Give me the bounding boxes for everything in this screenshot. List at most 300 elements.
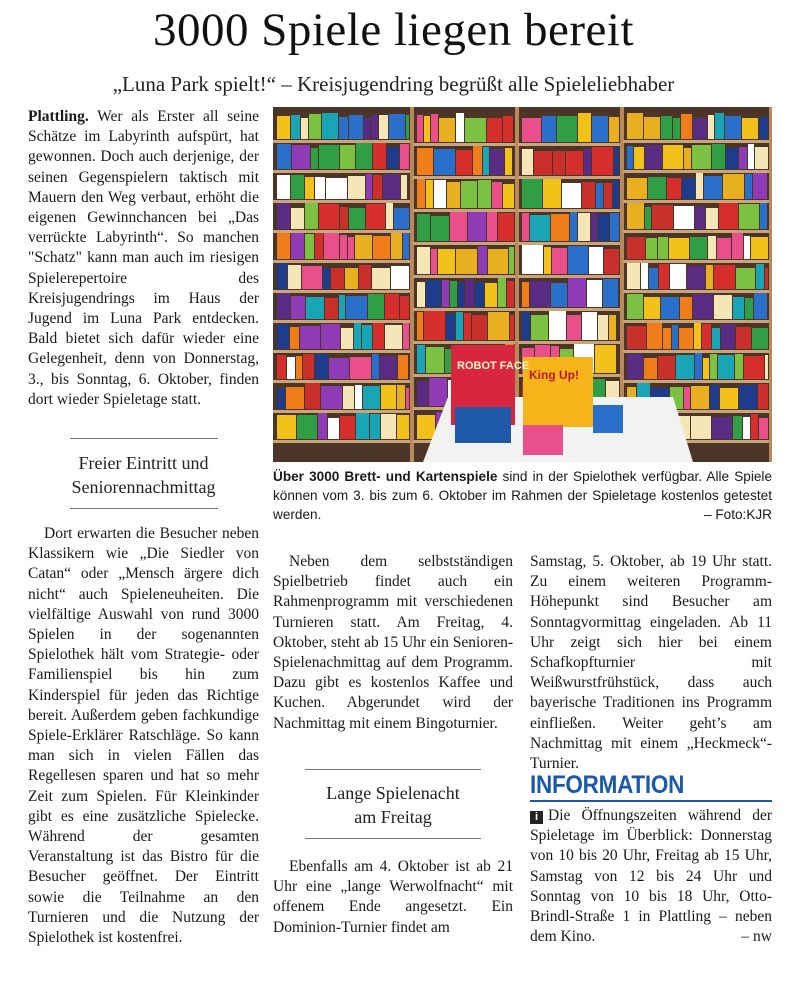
game-box [465,279,474,307]
game-box [400,144,409,169]
game-box [609,117,619,142]
game-box [431,249,437,274]
game-box [370,414,380,439]
game-box [391,266,409,289]
game-box [273,380,413,383]
game-box [319,145,339,169]
game-box [277,388,285,409]
game-box [417,282,425,307]
game-box [567,315,581,340]
game-box [641,263,648,289]
game-box [717,238,731,259]
game-box [291,208,304,229]
game-box [478,180,491,208]
game-box [552,248,567,274]
info-divider [530,800,772,802]
game-box [708,115,714,139]
author-signature: – nw [741,928,772,946]
game-box [669,238,689,259]
game-box [439,118,455,142]
game-box [598,315,608,340]
game-box [397,385,405,409]
game-box [644,117,660,139]
game-box [627,146,633,169]
game-box [568,278,586,307]
game-box [273,350,413,353]
game-box [315,354,328,379]
divider [70,508,218,509]
game-box [406,388,409,409]
game-box [649,268,658,289]
game-box [379,115,388,139]
game-box [273,320,413,323]
game-box [627,237,645,259]
game-box [682,178,695,199]
game-box [739,147,747,169]
game-box [366,174,372,199]
game-box [322,113,338,139]
game-box [372,268,390,289]
game-box [465,118,486,142]
game-box [391,233,402,259]
game-box [442,280,449,307]
game-box [751,237,768,259]
game-box [413,209,518,212]
game-box [507,281,514,307]
game-box [708,236,716,259]
game-box [434,149,455,175]
game-box [691,416,711,439]
info-icon: i [530,811,543,824]
game-box [503,116,513,142]
game-box [531,315,548,340]
game-box [447,182,460,208]
game-box [286,387,304,409]
game-shelves-photo [273,107,772,462]
game-box [518,143,623,146]
game-box [592,116,608,142]
section1-title: Freier Eintritt und Seniorennachmittag [71,453,216,497]
divider [305,838,481,839]
game-box [748,144,754,169]
game-box [403,233,409,259]
game-box [424,116,430,142]
game-box [362,325,372,349]
game-box [359,265,371,289]
game-box [417,148,433,175]
game-box [623,230,772,233]
game-box [623,140,772,143]
game-box [450,212,467,241]
photo-credit: – Foto:KJR [704,507,772,522]
game-box [277,263,287,289]
game-box [623,380,772,383]
game-box [296,356,302,379]
game-box [610,213,619,241]
game-box [326,178,347,199]
game-box [366,204,385,229]
game-box [645,145,662,169]
game-box [468,212,486,241]
game-box [672,325,678,349]
info-title: INFORMATION [530,771,685,799]
game-box [756,264,764,289]
game-box [397,415,409,439]
game-box [725,116,741,139]
game-box [712,328,720,349]
game-box [634,147,644,169]
game-box [373,323,384,349]
game-box [593,405,623,433]
game-box [319,204,339,229]
game-box [718,355,734,379]
game-box [645,207,651,229]
game-box [562,183,581,208]
game-box [684,148,691,169]
game-box [492,182,502,208]
game-box [340,207,348,229]
game-box [566,151,583,175]
game-box [368,294,384,319]
game-box [417,179,425,208]
divider [305,769,481,770]
game-box [305,383,320,409]
game-box [670,264,686,289]
game-box [288,265,301,289]
game-box [518,242,623,245]
game-box [403,323,409,349]
game-box [714,295,732,319]
game-box [400,296,409,319]
game-box [385,294,399,319]
game-box [658,356,675,379]
game-box [417,345,425,373]
game-box [277,233,290,259]
game-box [704,176,722,199]
game-box [273,230,413,233]
game-box [694,323,701,349]
game-box [644,297,660,319]
dateline: Plattling. [28,108,89,125]
game-box [387,147,399,169]
game-box [744,236,750,259]
caption-text: sind in der Spielothek verfügbar. Alle Spiele können vom 3. bis zum 6. Oktober im Rahmen der Spieletage kostenlos getestet werden. [273,469,773,522]
game-box [364,118,370,139]
game-box [769,107,772,462]
game-box [663,145,683,169]
game-box [743,417,750,439]
game-box [413,242,518,245]
game-box [543,179,561,208]
game-box [534,151,552,175]
game-box [714,265,735,289]
game-box [277,293,290,319]
headline: 3000 Spiele liegen bereit [152,4,635,56]
game-box [356,413,369,439]
game-box [557,116,577,142]
game-box [426,280,441,307]
box-label: King Up! [529,368,579,382]
game-box [424,311,445,340]
game-box [473,146,482,175]
game-box [305,203,318,229]
game-box [438,249,455,274]
game-box [290,327,299,349]
game-box [522,179,542,208]
game-box [522,149,533,175]
game-box [733,416,742,439]
game-box [647,323,662,349]
column2-paragraph: Neben dem selbstständigen Spielbetrieb findet auch ein Rahmenprogramm mit verschiedenen Turnieren statt. Am Freitag, 4. Oktober, steht ab 15 Uhr ein Senioren-Spielenachmittag auf dem Programm. Dazu gibt es kostenlos Kaffee und Kuchen. Abgerundet wird der Nachmittag mit einem Bingoturnier. [273,553,514,732]
game-box [324,233,339,259]
shelves-illustration [273,107,772,462]
game-box [277,144,291,169]
game-box [346,296,367,319]
game-box [325,298,338,319]
game-box [273,290,413,293]
game-box [623,260,772,263]
game-box [518,308,623,311]
game-box [736,268,755,289]
game-box [277,415,296,439]
game-box [692,145,711,169]
game-box [498,278,506,307]
divider [70,438,218,439]
game-box [297,415,317,439]
game-box [273,200,413,203]
game-box [450,281,457,307]
game-box [339,117,348,139]
game-box [715,113,724,139]
game-box [389,114,405,139]
game-box [291,233,304,259]
game-box [434,180,446,208]
game-box [544,247,551,274]
game-box [340,145,355,169]
game-box [522,245,543,274]
game-box [413,308,518,311]
game-box [661,297,679,319]
game-box [339,295,345,319]
game-box [343,386,354,409]
game-box [455,407,511,443]
game-box [340,235,347,259]
game-box [277,175,290,199]
game-box [355,385,362,409]
game-box [623,200,772,203]
game-box [719,203,738,229]
game-box [591,213,597,241]
game-box [345,268,358,289]
game-box [291,175,304,199]
game-box [321,386,342,409]
game-box [755,147,768,169]
game-box [627,178,647,199]
game-box [472,315,487,340]
game-box [758,384,768,409]
game-box [720,388,738,409]
game-box [373,236,390,259]
game-box [273,140,413,143]
game-box [522,282,529,307]
game-box [587,280,602,307]
game-box [739,204,759,229]
game-box [305,177,314,199]
game-box [542,116,556,142]
game-box [355,235,372,259]
game-box [735,354,743,379]
game-box [340,416,355,439]
game-box [417,214,430,241]
game-box [277,324,289,349]
game-box [273,410,413,413]
game-box [510,315,514,340]
game-box [753,173,767,199]
game-box [674,206,694,229]
game-box [690,237,707,259]
game-box [584,149,591,175]
game-box [291,115,300,139]
game-box [530,281,550,307]
game-box [721,324,735,349]
game-box [522,213,529,241]
game-box [742,118,758,139]
game-box [696,173,703,199]
game-box [551,283,567,307]
game-box [309,114,321,139]
section2-paragraph: Ebenfalls am 4. Oktober ist ab 21 Uhr eine „lange Werwolfnacht“ mit offenem Ende angesetzt. Ein Dominion-Turnier findet am [273,858,513,936]
game-box [348,237,354,259]
game-box [553,151,565,175]
game-box [456,312,463,340]
game-box [518,209,623,212]
game-box [417,381,428,406]
section2-title: Lange Spielenacht am Freitag [326,783,460,827]
game-box [765,268,768,289]
game-box [277,116,290,139]
game-box [568,246,588,274]
game-box [292,145,310,169]
game-box [736,327,751,349]
game-box [315,177,325,199]
game-box [429,378,447,406]
game-box [461,181,477,208]
game-box [446,314,455,340]
game-box [300,326,320,349]
game-box [305,234,314,259]
game-box [431,216,449,241]
game-box [596,183,603,208]
game-box [380,356,397,379]
game-box [706,208,718,229]
game-box [603,279,618,307]
game-box [663,328,671,349]
column3-paragraph: Samstag, 5. Oktober, ab 19 Uhr statt. Zu einem weiteren Programm-Höhepunkt sind Besucher am Sonntagvormittag eingeladen. Ab 11 Uhr zeigt sich hier bei einem Schafkopfturnier mit Weißwurstfrühstück, dass auch bayerische Traditionen ins Programm einfließen. Weiter geht’s am Nachmittag mit einem „Heckmeck“-Turnier. [530,553,772,773]
game-box [693,118,707,139]
game-box [582,312,597,340]
game-box [478,246,487,274]
game-box [530,215,550,241]
game-box [522,312,530,340]
game-box [627,263,640,289]
game-box [487,118,502,142]
game-box [759,418,768,439]
game-box [363,386,380,409]
game-box [673,118,680,139]
game-box [385,325,402,349]
game-box [498,213,514,241]
game-box [398,355,408,379]
game-box [426,347,444,373]
game-box [371,115,378,139]
game-box [323,268,330,289]
game-box [386,203,393,229]
game-box [659,264,669,289]
game-box [401,175,407,199]
game-box [348,176,365,199]
game-box [684,387,690,409]
game-box [413,275,518,278]
game-box [732,233,743,259]
game-box [417,247,430,274]
caption-bold: Über 3000 Brett- und Kartenspiele [273,469,498,484]
game-box [306,297,324,319]
intro-text: Wer als Erster all seine Schätze im Labyrinth aufspürt, hat gewonnen. Doch auch derjenige, der seinen Gegenspielern taktisch mit Mauern den Weg verbaut, erhöht die eigenen Gewinnchancen bei „Das verrückte Labyrinth“. So manchen "Schatz" kann man auch im riesigen Spielerepertoire des Kreisjugendrings im Haus der Jugend im Luna Park entdecken. Bald bietet sich dafür wieder eine Gelegenheit, denn von Donnerstag, 3., bis Sonntag, 6. Oktober, finden dort wieder Spieletage statt. [28,108,259,408]
game-box [301,118,308,139]
game-box [745,174,752,199]
game-box [488,249,508,274]
game-box [475,282,484,307]
game-box [712,144,725,169]
game-box [413,176,518,179]
game-box [695,353,702,379]
game-box [354,323,361,349]
game-box [578,113,591,142]
game-box [518,341,623,344]
game-box [680,297,692,319]
game-box [417,115,423,142]
game-box [394,208,409,229]
game-box [349,115,363,139]
game-box [490,149,504,175]
game-box [356,143,372,169]
game-box [349,208,365,229]
game-box [523,425,563,455]
box-label: ROBOT FACE [457,360,530,372]
game-box [331,268,344,289]
game-box [613,180,619,208]
game-box [765,355,768,379]
game-box [518,275,623,278]
game-box [318,413,327,439]
game-box [287,357,295,379]
game-box [456,249,477,274]
game-box [458,283,464,307]
game-box [595,345,616,373]
game-box [687,266,705,289]
game-box [321,324,340,349]
section1-paragraph: Dort erwarten die Besucher neben Klassikern wie „Die Siedler von Catan“ oder „Mensch ärgere dich nicht“ auch Spieleneuheiten. Die vielfältige Auswahl von rund 3000 Spielen in der sogenannten Spielothek hält vom Strategie- oder Familienspiel bis hin zum Kinderspiel für jeden das Richtige bereit. Außerdem geben fachkundige Spiele-Erklärer Ratschläge. So kann man sich in vielen Fällen das Regellesen sparen und hat so mehr Zeit zum Spielen. Für Kleinkinder gibt es eine zusätzliche Spielecke. Während der gesamten Veranstaltung ist das Bistro für die Besucher geöffnet. Der Eintritt sowie die Teilnahme an den Turnieren und die Nutzung der Spielothek ist kostenfrei. [28,525,259,947]
game-box [751,414,758,439]
game-box [589,247,603,274]
subheadline: „Luna Park spielt!“ – Kreisjugendring begrüßt alle Spieleliebhaber [112,72,675,96]
game-box [703,358,709,379]
game-box [341,328,353,349]
game-box [406,115,409,139]
game-box [646,238,657,259]
game-box [483,147,489,175]
game-box [488,312,509,340]
